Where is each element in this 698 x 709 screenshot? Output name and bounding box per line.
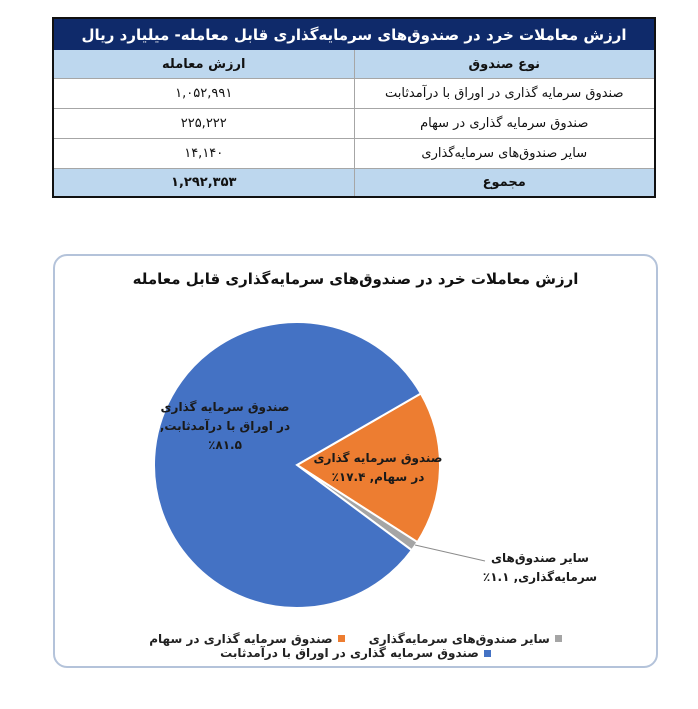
label-line: در سهام, ۱۷.۴٪ (331, 470, 425, 484)
chart-legend (55, 631, 656, 660)
legend-label: سایر صندوق‌های سرمایه‌گذاری (368, 631, 550, 646)
cell-value: ۱,۰۵۲,۹۹۱ (54, 79, 354, 109)
table-header-row (54, 50, 654, 79)
header-value: ارزش معامله (54, 50, 354, 79)
table-row (54, 139, 654, 169)
label-line: ٪۸۱.۵ (208, 438, 242, 452)
table-total-row (54, 169, 654, 197)
table-title: ارزش معاملات خرد در صندوق‌های سرمایه‌گذاری قابل معامله- میلیارد ریال (54, 19, 654, 50)
chart-title: ارزش معاملات خرد در صندوق‌های سرمایه‌گذاری قابل معامله (132, 270, 579, 288)
leader-line (415, 545, 485, 561)
cell-value: ۲۲۵,۲۲۲ (54, 109, 354, 139)
total-value: ۱,۲۹۲,۳۵۳ (54, 169, 354, 197)
legend-item-fixed-income (220, 646, 491, 660)
pie-chart-panel (53, 254, 658, 668)
legend-swatch-icon (484, 650, 491, 657)
legend-swatch-icon (338, 635, 345, 642)
label-line: صندوق سرمایه گذاری (160, 400, 290, 414)
label-line: در اوراق با درآمدثابت, (159, 419, 291, 433)
cell-fund-type: سایر صندوق‌های سرمایه‌گذاری (354, 139, 654, 169)
table-row (54, 79, 654, 109)
cell-fund-type: صندوق سرمایه گذاری در اوراق با درآمدثابت (354, 79, 654, 109)
label-equity (313, 449, 443, 487)
trade-value-table (52, 17, 656, 198)
label-fixed-income (155, 398, 295, 455)
legend-item-other (369, 632, 562, 646)
legend-label: صندوق سرمایه گذاری در اوراق با درآمدثابت (220, 646, 479, 660)
table-row (54, 109, 654, 139)
cell-fund-type: صندوق سرمایه گذاری در سهام (354, 109, 654, 139)
label-other (480, 549, 600, 587)
cell-value: ۱۴,۱۴۰ (54, 139, 354, 169)
header-fund-type: نوع صندوق (354, 50, 654, 79)
table-title-row (54, 19, 654, 50)
legend-item-equity (149, 632, 344, 646)
label-line: سایر صندوق‌های (491, 551, 589, 565)
total-label: مجموع (354, 169, 654, 197)
legend-label: صندوق سرمایه گذاری در سهام (149, 631, 333, 646)
label-line: سرمایه‌گذاری, ۱.۱٪ (482, 570, 598, 584)
legend-swatch-icon (555, 635, 562, 642)
label-line: صندوق سرمایه گذاری (313, 451, 443, 465)
